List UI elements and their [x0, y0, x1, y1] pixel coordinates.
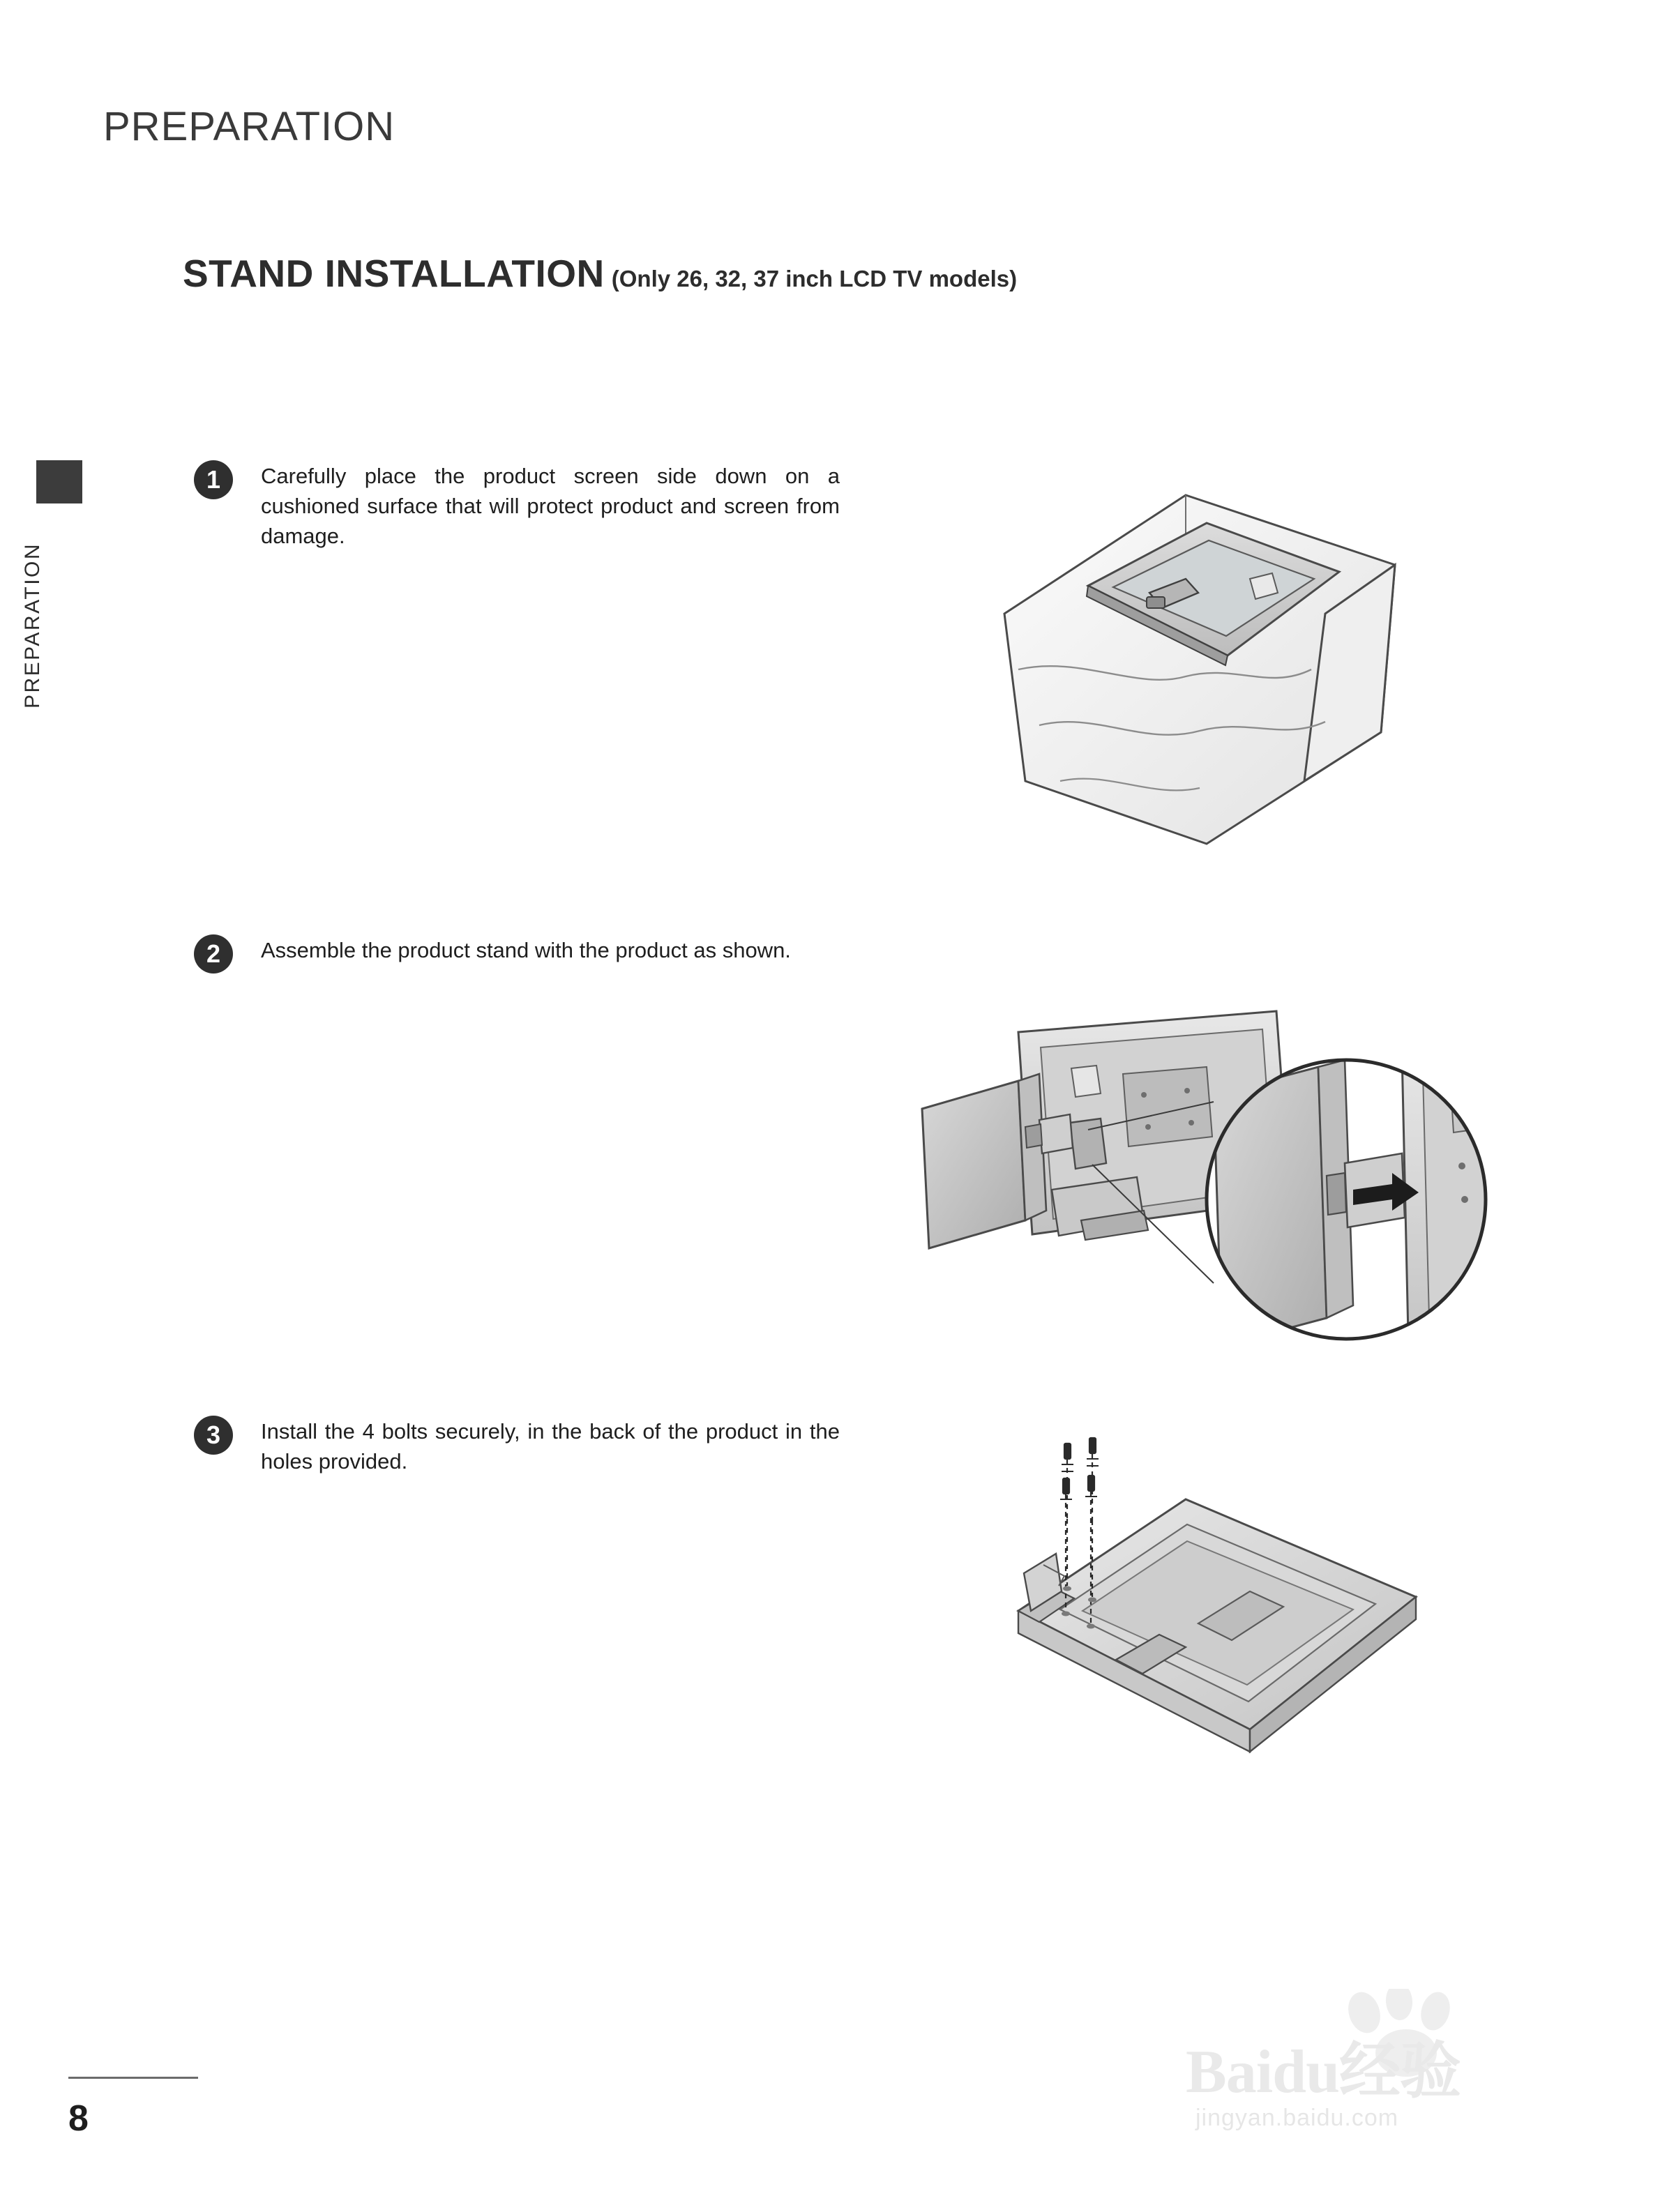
step-text: Install the 4 bolts securely, in the back of the product in the holes provided. [261, 1419, 840, 1474]
step-number-badge: 2 [194, 934, 233, 974]
watermark [1179, 1980, 1611, 2155]
step-number-badge: 1 [194, 460, 233, 499]
side-tab-marker [36, 460, 82, 503]
side-tab-label: PREPARATION [21, 542, 44, 709]
section-heading [183, 251, 1017, 296]
watermark-sub-text: jingyan.baidu.com [1195, 2105, 1399, 2131]
section-subtitle: (Only 26, 32, 37 inch LCD TV models) [611, 266, 1018, 291]
step-number-badge: 3 [194, 1416, 233, 1455]
stand-assembly-with-detail-callout-illustration [914, 990, 1500, 1398]
watermark-main-text: Baidu经验 [1186, 2038, 1461, 2106]
step-text: Carefully place the product screen side down on a cushioned surface that will protect product and screen from damage. [261, 464, 840, 548]
paw-icon [1339, 1989, 1472, 2080]
page-number: 8 [68, 2098, 89, 2139]
footer-divider [68, 2077, 198, 2079]
page-title: PREPARATION [103, 104, 395, 149]
four-bolts-installation-illustration [976, 1437, 1437, 1775]
tv-face-down-on-cushion-illustration [976, 481, 1423, 861]
step-text: Assemble the product stand with the product as shown. [261, 938, 791, 962]
section-title: STAND INSTALLATION [183, 252, 605, 295]
